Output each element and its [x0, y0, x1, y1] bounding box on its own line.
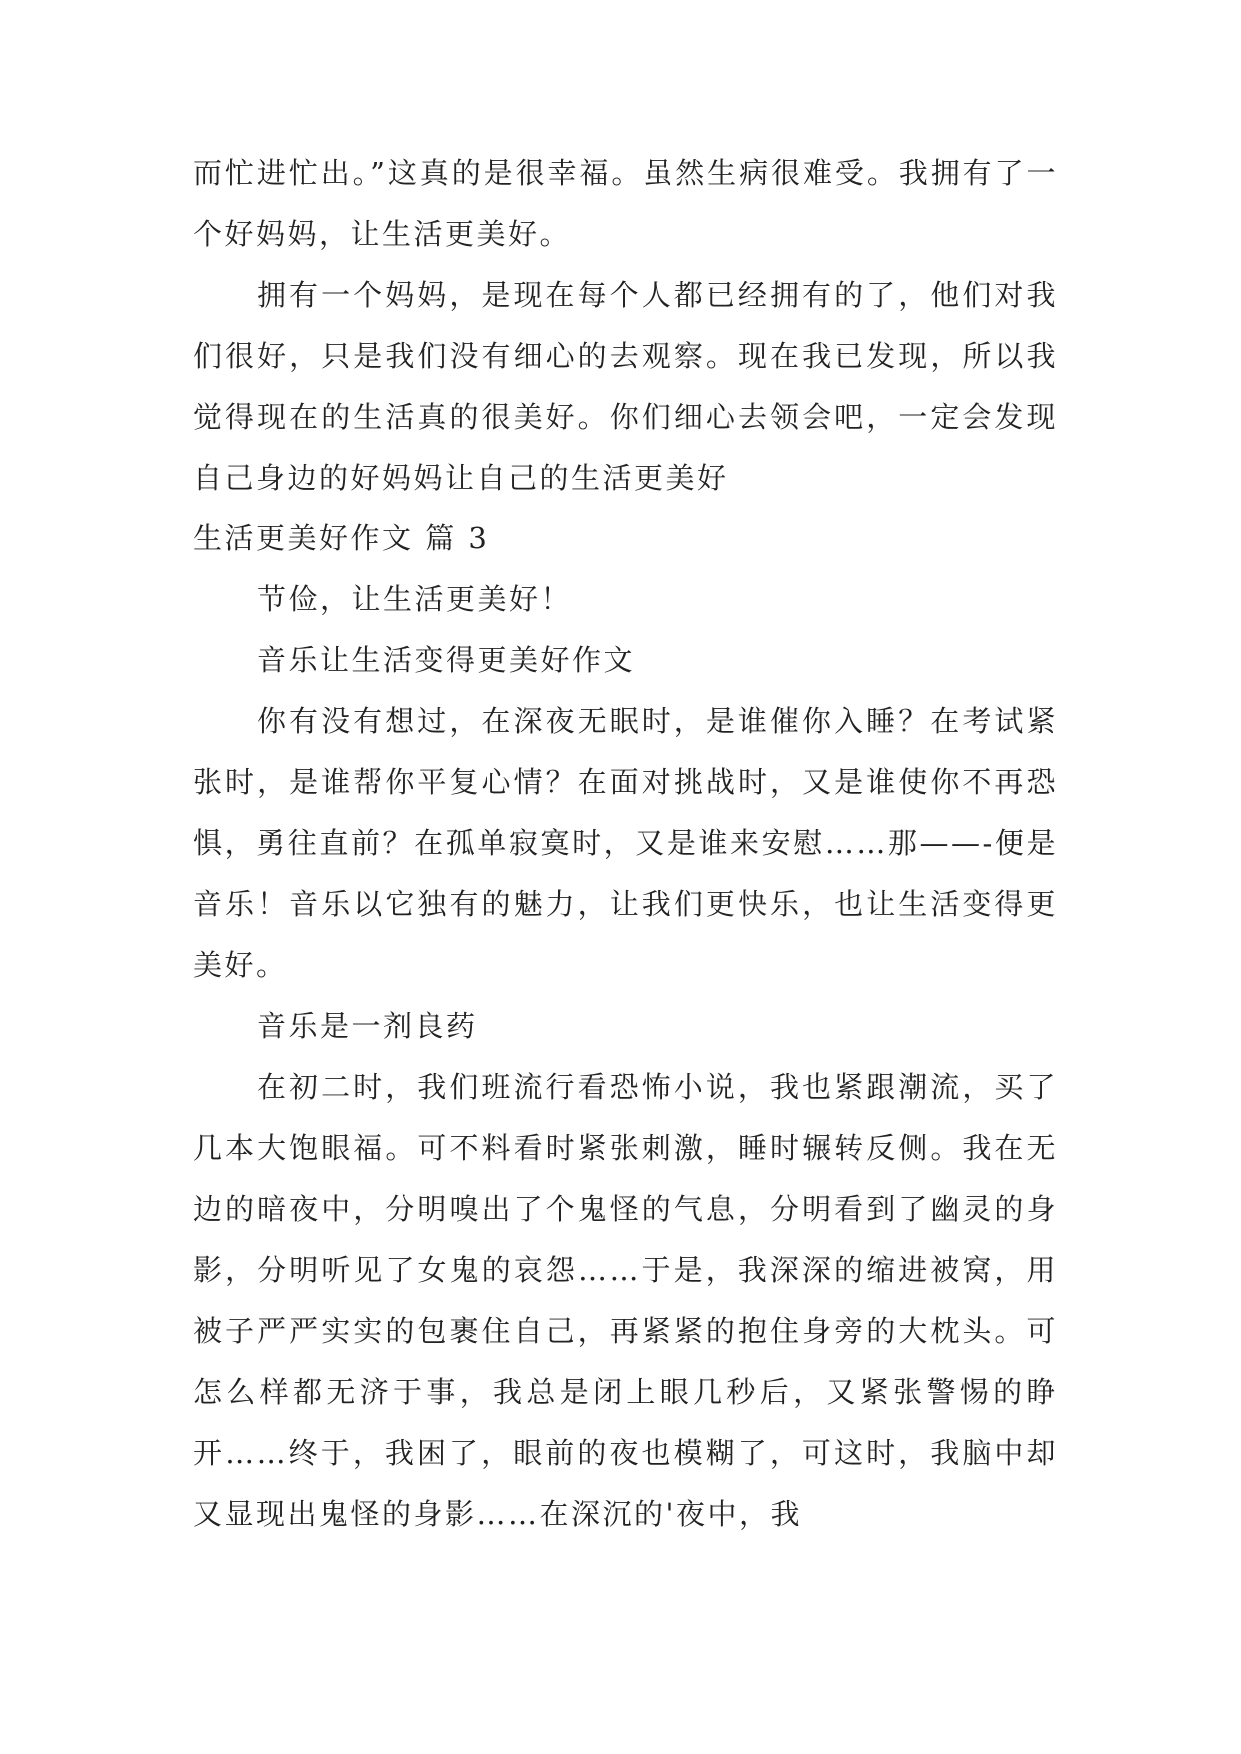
- paragraph-continuation: 而忙进忙出。”这真的是很幸福。虽然生病很难受。我拥有了一个好妈妈，让生活更美好。: [193, 156, 1058, 251]
- section-heading: 生活更美好作文 篇 3: [193, 521, 490, 555]
- paragraph-story: 在初二时，我们班流行看恐怖小说，我也紧跟潮流，买了几本大饱眼福。可不料看时紧张刺激，睡时辗转反侧。我在无边的暗夜中，分明嗅出了个鬼怪的气息，分明看到了幽灵的身影，分明听见了女鬼的哀怨……于是，我深深的缩进被窝，用被子严严实实的包裹住自己，再紧紧的抱住身旁的大枕头。可怎么样都无济于事，我总是闭上眼几秒后，又紧张警惕的睁开……终于，我困了，眼前的夜也模糊了，可这时，我脑中却又显现出鬼怪的身影……在深沉的'夜中，我: [193, 1070, 1058, 1531]
- paragraph-music-medicine: 音乐是一剂良药: [257, 1009, 478, 1043]
- paragraph-music-title: 音乐让生活变得更美好作文: [257, 643, 636, 677]
- paragraph-music-intro: 你有没有想过，在深夜无眠时，是谁催你入睡？在考试紧张时，是谁帮你平复心情？在面对挑战时，又是谁使你不再恐惧，勇往直前？在孤单寂寞时，又是谁来安慰……那——-便是音乐！音乐以它独有的魅力，让我们更快乐，也让生活变得更美好。: [193, 704, 1058, 982]
- paragraph-thrift: 节俭，让生活更美好！: [257, 582, 573, 616]
- paragraph-mother: 拥有一个妈妈，是现在每个人都已经拥有的了，他们对我们很好，只是我们没有细心的去观察。现在我已发现，所以我觉得现在的生活真的很美好。你们细心去领会吧，一定会发现自己身边的好妈妈让自己的生活更美好: [193, 278, 1058, 495]
